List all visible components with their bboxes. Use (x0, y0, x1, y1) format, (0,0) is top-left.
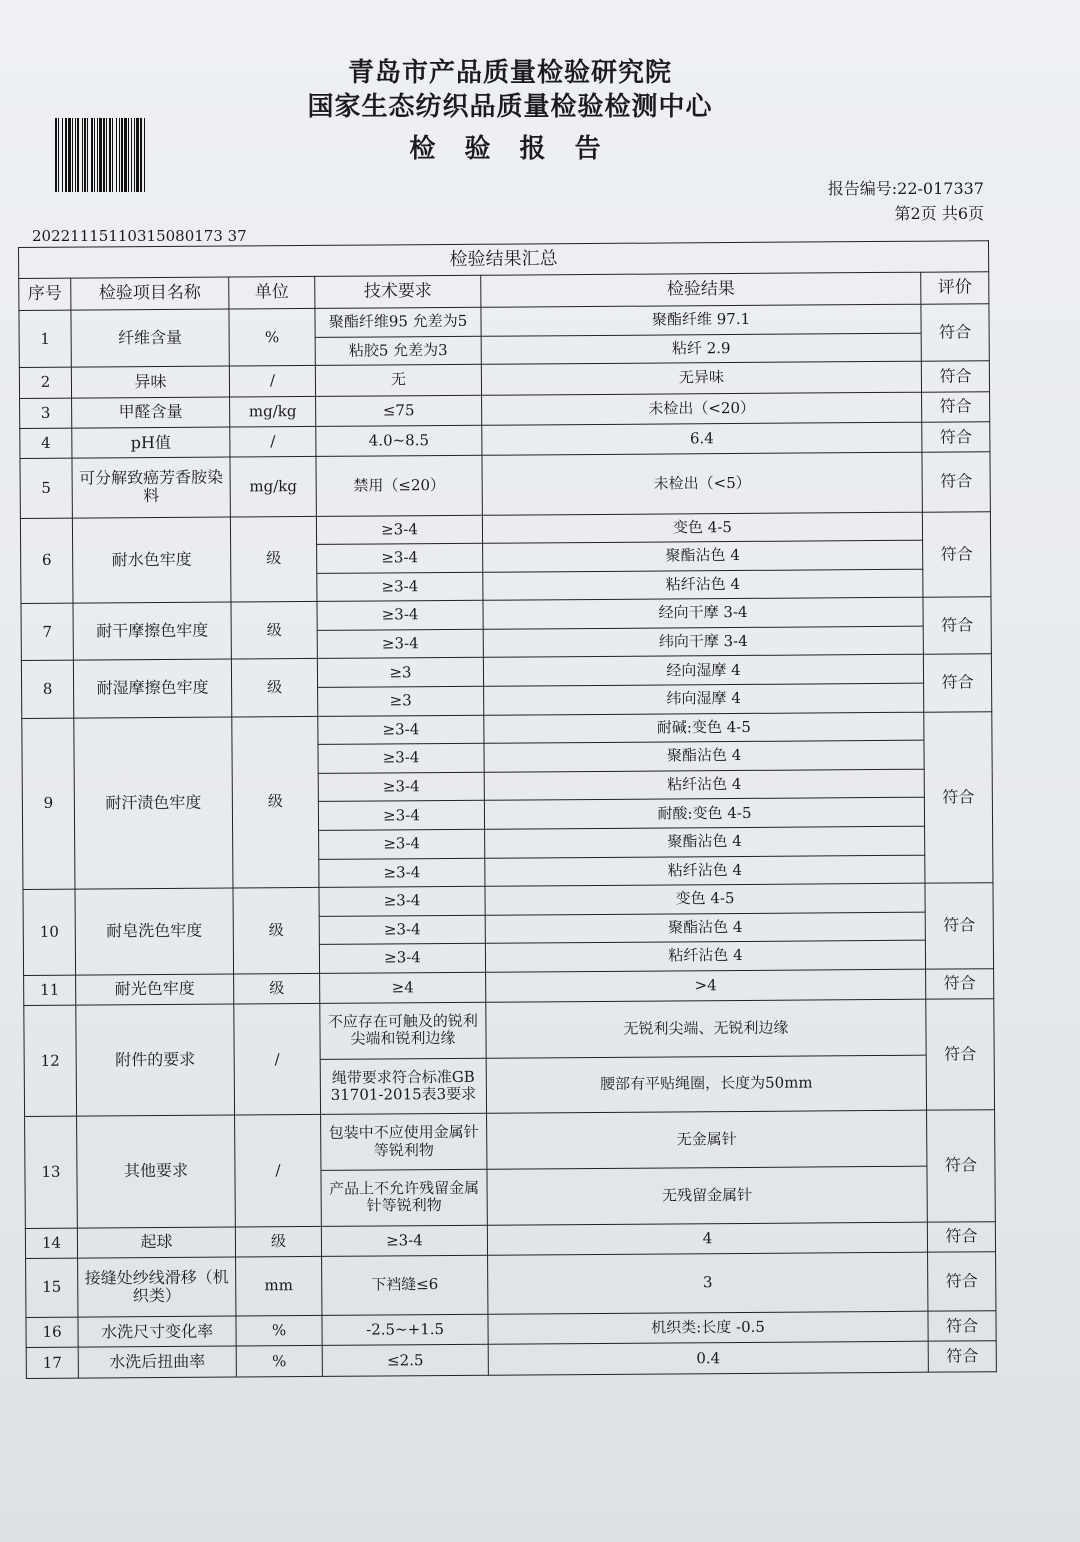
requirement-cell: 不应存在可触及的锐利尖端和锐利边缘 (320, 1002, 486, 1059)
item-number: 6 (20, 518, 73, 604)
column-header-requirement: 技术要求 (315, 275, 481, 308)
barcode-bar (58, 118, 59, 192)
item-number: 15 (26, 1258, 78, 1318)
result-cell: 6.4 (482, 422, 922, 455)
requirement-cell: ≥3-4 (317, 629, 483, 659)
requirement-cell: ≥3-4 (317, 572, 483, 602)
requirement-cell: 产品上不允许残留金属针等锐利物 (321, 1169, 487, 1226)
requirement-cell: ≥3-4 (316, 515, 482, 545)
item-number: 5 (20, 459, 72, 519)
requirement-cell: 绳带要求符合标准GB 31701-2015表3要求 (320, 1058, 486, 1115)
result-cell: 机织类:长度 -0.5 (488, 1311, 928, 1344)
barcode-bar (99, 118, 102, 192)
item-number: 12 (24, 1005, 77, 1117)
table-row (26, 1252, 996, 1318)
result-cell: >4 (486, 969, 926, 1002)
item-name: 耐湿摩擦色牢度 (73, 659, 231, 717)
item-number: 8 (21, 661, 73, 719)
verdict-cell: 符合 (922, 452, 990, 512)
barcode-image (55, 118, 220, 192)
item-unit: 级 (231, 602, 317, 660)
item-name: 起球 (77, 1227, 235, 1258)
requirement-cell: ≤2.5 (322, 1345, 488, 1377)
column-header-item: 检验项目名称 (71, 277, 229, 310)
requirement-cell: ≥3-4 (321, 1225, 487, 1257)
barcode-bar (75, 118, 76, 192)
barcode-bar (94, 118, 95, 192)
column-header-no: 序号 (19, 278, 71, 311)
result-cell: 聚酯沾色 4 (484, 740, 924, 772)
item-name: 甲醛含量 (72, 397, 230, 428)
requirement-cell: ≥3-4 (319, 829, 485, 859)
result-cell: 耐碱:变色 4-5 (484, 712, 924, 744)
verdict-cell: 符合 (924, 711, 993, 883)
result-cell: 经向干摩 3-4 (483, 598, 923, 630)
barcode-bar (109, 118, 111, 192)
item-unit: mm (236, 1256, 322, 1316)
barcode-bar (131, 118, 132, 192)
barcode-bar (134, 118, 135, 192)
barcode-bar (144, 118, 145, 192)
item-unit: mg/kg (230, 457, 316, 517)
verdict-cell: 符合 (928, 1311, 996, 1342)
requirement-cell: 禁用（≤20） (316, 456, 482, 516)
item-name: pH值 (72, 427, 230, 458)
item-name: 纤维含量 (71, 309, 229, 367)
result-cell: 耐酸:变色 4-5 (484, 798, 924, 830)
requirement-cell: 聚酯纤维95 允差为5 (315, 307, 481, 337)
item-number: 17 (26, 1348, 78, 1379)
result-cell: 纬向湿摩 4 (484, 683, 924, 715)
requirement-cell: ≥3 (317, 658, 483, 688)
item-name: 耐皂洗色牢度 (75, 888, 234, 975)
item-name: 耐干摩擦色牢度 (73, 602, 231, 660)
result-cell: 未检出（<20） (482, 392, 922, 425)
results-table-wrapper (18, 240, 996, 1379)
verdict-cell: 符合 (927, 1110, 996, 1222)
item-unit: 级 (234, 973, 320, 1004)
verdict-cell: 符合 (922, 391, 990, 422)
item-name: 接缝处纱线滑移（机织类） (78, 1257, 236, 1317)
result-cell: 经向湿摩 4 (483, 655, 923, 687)
verdict-cell: 符合 (926, 969, 994, 1000)
requirement-cell: ≥3-4 (318, 772, 484, 802)
verdict-cell: 符合 (928, 1341, 996, 1372)
result-cell: 腰部有平贴绳圈，长度为50mm (486, 1055, 926, 1114)
requirement-cell: ≥3-4 (319, 944, 485, 974)
result-cell: 粘纤沾色 4 (485, 855, 925, 887)
item-name: 水洗后扭曲率 (78, 1346, 236, 1378)
item-unit: % (236, 1315, 322, 1346)
item-number: 11 (24, 975, 76, 1006)
result-cell: 纬向干摩 3-4 (483, 626, 923, 658)
column-header-unit: 单位 (229, 276, 315, 309)
item-number: 4 (20, 428, 72, 459)
item-name: 耐光色牢度 (76, 974, 234, 1005)
table-row (25, 1110, 995, 1172)
requirement-cell: ≥3-4 (318, 743, 484, 773)
table-row (20, 452, 990, 518)
barcode-bar (128, 118, 129, 192)
item-unit: 级 (235, 1226, 321, 1257)
requirement-cell: ≥4 (320, 972, 486, 1004)
barcode-bar (82, 118, 83, 192)
result-cell: 无锐利尖端、无锐利边缘 (486, 999, 926, 1058)
barcode-bar (91, 118, 93, 192)
verdict-cell: 符合 (921, 361, 989, 392)
barcode-bar (121, 118, 123, 192)
result-cell: 粘纤沾色 4 (484, 769, 924, 801)
verdict-cell: 符合 (921, 304, 989, 362)
item-name: 可分解致癌芳香胺染料 (72, 457, 230, 517)
barcode-bar (112, 118, 113, 192)
item-number: 1 (19, 310, 71, 368)
item-unit: 级 (233, 888, 320, 974)
verdict-cell: 符合 (925, 883, 994, 969)
result-cell: 未检出（<5） (482, 453, 922, 515)
item-number: 13 (25, 1116, 78, 1228)
item-name: 异味 (71, 366, 229, 397)
item-name: 其他要求 (77, 1115, 236, 1227)
requirement-cell: ≥3-4 (317, 543, 483, 573)
table-caption: 检验结果汇总 (19, 241, 989, 279)
requirement-cell: ≥3-4 (319, 886, 485, 916)
result-cell: 无残留金属针 (487, 1166, 927, 1225)
barcode-bar (97, 118, 98, 192)
result-cell: 无金属针 (487, 1111, 927, 1170)
center-name: 国家生态纺织品质量检验检测中心 (307, 92, 713, 122)
item-unit: / (230, 426, 316, 457)
requirement-cell: ≥3-4 (319, 915, 485, 945)
barcode-bar (106, 118, 107, 192)
item-name: 耐汗渍色牢度 (74, 717, 233, 890)
item-name: 水洗尺寸变化率 (78, 1316, 236, 1347)
item-number: 14 (25, 1228, 77, 1259)
requirement-cell: ≤75 (316, 395, 482, 427)
requirement-cell: ≥3-4 (319, 858, 485, 888)
report-number: 报告编号:22-017337 (827, 179, 984, 198)
item-unit: mg/kg (230, 396, 316, 427)
verdict-cell: 符合 (923, 597, 991, 655)
item-unit: 级 (231, 659, 317, 717)
result-cell: 聚酯沾色 4 (485, 826, 925, 858)
item-unit: / (234, 1004, 321, 1116)
result-cell: 3 (488, 1252, 928, 1314)
barcode-bar (119, 118, 120, 192)
requirement-cell: ≥3-4 (318, 801, 484, 831)
item-number: 3 (20, 398, 72, 429)
results-table (18, 240, 997, 1379)
barcode-bar (124, 118, 127, 192)
requirement-cell: 无 (315, 365, 481, 397)
item-number: 7 (21, 603, 73, 661)
verdict-cell: 符合 (927, 1221, 995, 1252)
requirement-cell: 下裆缝≤6 (322, 1255, 488, 1315)
barcode-bar (77, 118, 79, 192)
item-name: 耐水色牢度 (72, 517, 231, 604)
barcode-bar (72, 118, 73, 192)
result-cell: 4 (487, 1222, 927, 1255)
requirement-cell: ≥3-4 (317, 601, 483, 631)
institute-name: 青岛市产品质量检验研究院 (347, 58, 672, 88)
requirement-cell: 粘胶5 允差为3 (315, 336, 481, 366)
barcode-bar (116, 118, 117, 192)
result-cell: 聚酯纤维 97.1 (481, 304, 921, 336)
barcode-bar (136, 118, 139, 192)
table-row (24, 999, 994, 1061)
requirement-cell: ≥3 (318, 686, 484, 716)
item-number: 10 (23, 889, 76, 975)
requirement-cell: -2.5~+1.5 (322, 1314, 488, 1346)
page-indicator: 第2页 共6页 (894, 204, 984, 223)
barcode-bar (103, 118, 105, 192)
item-unit: % (236, 1346, 322, 1377)
verdict-cell: 符合 (928, 1252, 996, 1312)
barcode-bar (84, 118, 86, 192)
barcode-bar (55, 118, 57, 192)
item-unit: % (229, 309, 315, 367)
item-unit: / (235, 1115, 322, 1227)
result-cell: 变色 4-5 (482, 512, 922, 544)
requirement-cell: 包装中不应使用金属针等锐利物 (321, 1114, 487, 1171)
verdict-cell: 符合 (923, 654, 991, 712)
verdict-cell: 符合 (926, 999, 995, 1111)
barcode-bar (140, 118, 142, 192)
column-header-verdict: 评价 (921, 272, 989, 305)
result-cell: 无异味 (481, 362, 921, 395)
result-cell: 粘纤沾色 4 (483, 569, 923, 601)
table-row (26, 1341, 996, 1378)
column-header-result: 检验结果 (481, 272, 921, 307)
item-number: 2 (19, 367, 71, 398)
result-cell: 聚酯沾色 4 (483, 540, 923, 572)
verdict-cell: 符合 (922, 422, 990, 453)
result-cell: 0.4 (488, 1342, 928, 1376)
requirement-cell: 4.0~8.5 (316, 425, 482, 457)
result-cell: 变色 4-5 (485, 883, 925, 915)
barcode-bar (62, 118, 63, 192)
document-title: 检 验 报 告 (409, 134, 611, 164)
result-cell: 粘纤 2.9 (481, 333, 921, 365)
result-cell: 聚酯沾色 4 (485, 912, 925, 944)
barcode-bar (87, 118, 88, 192)
item-unit: / (229, 366, 315, 397)
item-number: 16 (26, 1317, 78, 1348)
item-unit: 级 (232, 716, 319, 888)
requirement-cell: ≥3-4 (318, 715, 484, 745)
item-name: 附件的要求 (76, 1004, 235, 1116)
barcode-bar (68, 118, 71, 192)
result-cell: 粘纤沾色 4 (485, 940, 925, 972)
item-number: 9 (22, 718, 75, 890)
item-unit: 级 (230, 516, 317, 602)
verdict-cell: 符合 (922, 511, 991, 597)
barcode-number: 20221115110315080173 37 (32, 227, 247, 245)
barcode-bar (65, 118, 67, 192)
